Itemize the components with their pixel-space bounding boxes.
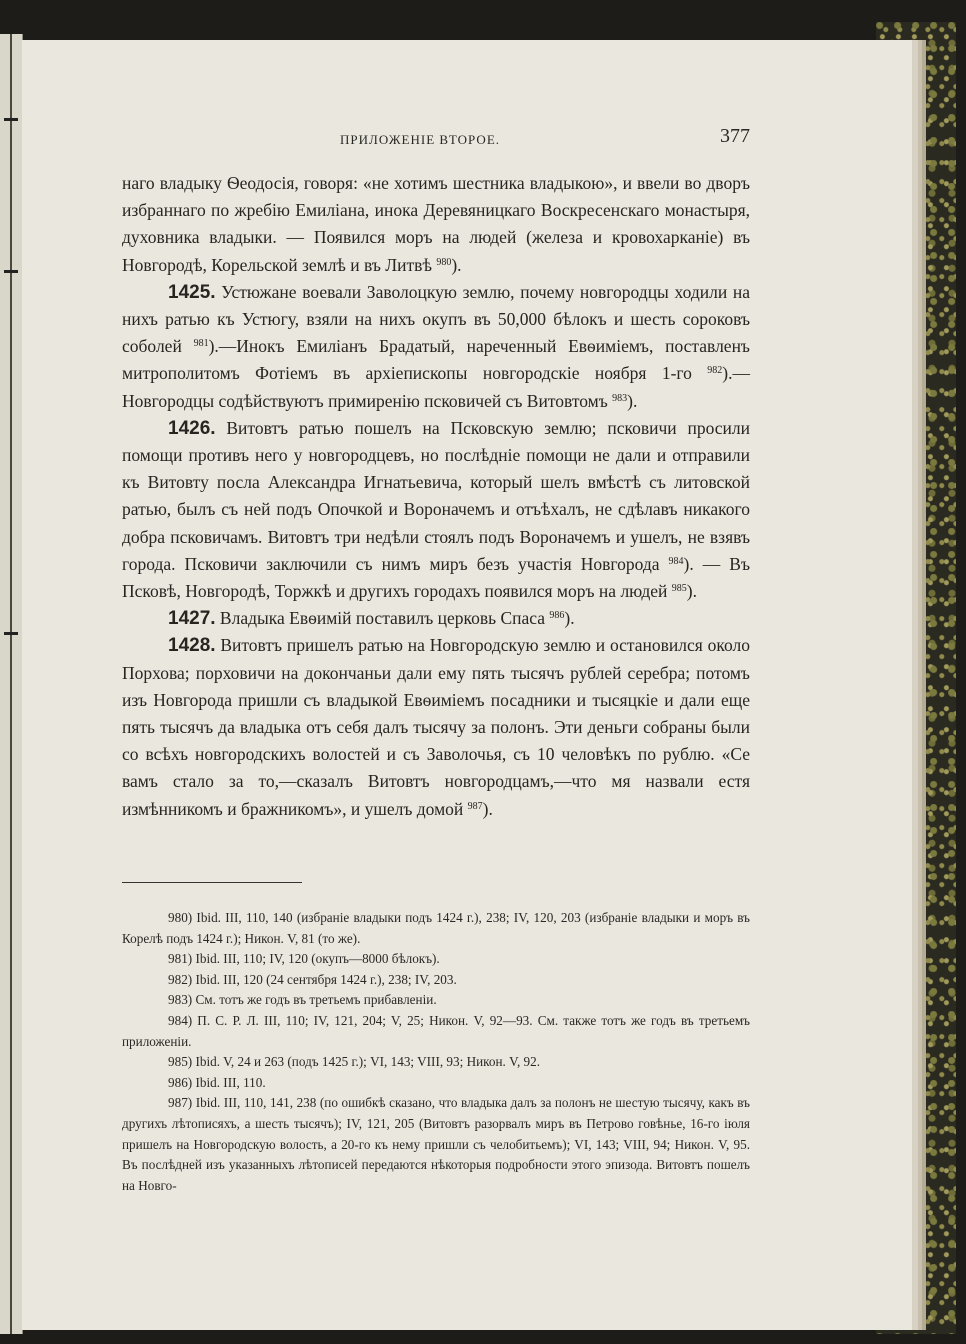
footnote-ref: 985	[671, 583, 687, 595]
footnote-ref: 983	[612, 392, 628, 404]
paragraph-text: Устюжане воевали Заволоцкую землю, почему новгородцы ходили на нихъ ратью къ Устюгу, взяли на нихъ окупъ въ 50,000 бѣлокъ и шесть сороковъ соболей	[122, 281, 750, 357]
paragraph-text: ).—Инокъ Емиліанъ Брадатый, нареченный Евѳиміемъ, поставленъ митрополитомъ Фотіемъ въ архіепископы новгородскіе ноября 1-го	[122, 336, 750, 384]
paragraph	[122, 170, 750, 279]
footnote: 982) Ibid. III, 120 (24 сентября 1424 г.), 238; IV, 203.	[168, 971, 457, 987]
footnote-rule	[122, 882, 302, 883]
paragraph-text: ). — Въ Псковѣ, Новгородѣ, Торжкѣ и другихъ городахъ появился моръ на людей	[122, 553, 750, 602]
footnote: 983) См. тотъ же годъ въ третьемъ прибавленіи.	[168, 992, 437, 1008]
footnote: 984) П. С. Р. Л. III, 110; IV, 121, 204; V, 25; Никон. V, 92—93. См. также тотъ же годъ въ третьемъ приложеніи.	[122, 1012, 750, 1049]
binding-stitch	[4, 632, 18, 635]
paragraph-text: ).	[451, 254, 462, 275]
paragraph-text: ).	[686, 581, 697, 602]
page-number: 377	[720, 125, 750, 147]
paragraph-text: наго владыку Ѳеодосія, говоря: «не хотимъ шестника владыкою», и ввели во дворъ избраннаго по жребію Емиліана, инока Деревяницкаго Воскресенскаго монастыря, духовника владыки. — Появился моръ на людей (железа и кровохарканіе) въ Новгородѣ, Корельской землѣ и въ Литвѣ	[122, 173, 750, 275]
binding-stitch	[4, 118, 18, 121]
paragraph-text: ).—Новгородцы содѣйствуютъ примиренію псковичей съ Витовтомъ	[122, 363, 750, 411]
paragraph-text: ).	[564, 608, 575, 629]
paragraph-text: Витовтъ ратью пошелъ на Псковскую землю; псковичи просили помощи противъ него у новгородцевъ, но послѣдніе помощи не дали и отправили къ Витовту посла Александра Игнатьевича, который шелъ вмѣстѣ съ литовской ратью, былъ съ ней подъ Опочкой и Вороначемъ и отъѣхалъ, не сдѣлавъ никакого добра псковичамъ. Витовтъ три недѣли стоялъ подъ Вороначемъ и ушелъ, не взявъ города. Псковичи заключили съ нимъ миръ безъ участія Новгорода	[122, 417, 750, 574]
paragraph	[122, 605, 750, 632]
running-head: ПРИЛОЖЕНІЕ ВТОРОЕ.	[340, 132, 501, 147]
footnote: 980) Ibid. III, 110, 140 (избраніе владыки подъ 1424 г.), 238; IV, 120, 203 (избраніе владыки и моръ въ Корелѣ подъ 1424 г.); Никон. V, 81 (то же).	[122, 910, 750, 946]
paragraph	[122, 279, 750, 415]
page-header	[120, 125, 750, 155]
paragraph-text: Витовтъ пришелъ ратью на Новгородскую землю и остановился около Порхова; порховичи на докончаньи дали ему пять тысячъ рублей серебра; потомъ изъ Новгорода пришли съ владыкой Евѳиміемъ посадники и тысяцкіе и дали еще пять тысячъ да владыка отъ себя далъ тысячу за полонъ. Эти деньги собраны были со всѣхъ новгородскихъ волостей и съ Заволочья, съ 10 человѣкъ по рублю. «Се вамъ стало за то,—сказалъ Витовтъ новгородцамъ,—что мя назвали естя измѣнникомъ и бражникомъ», и ушелъ домой	[122, 635, 750, 819]
footnote: 986) Ibid. III, 110.	[168, 1074, 266, 1090]
binding-stitch	[4, 270, 18, 273]
footnote: 985) Ibid. V, 24 и 263 (подъ 1425 г.); VI, 143; VIII, 93; Никон. V, 92.	[168, 1054, 541, 1070]
paragraph	[122, 632, 750, 822]
footnote-ref: 980	[436, 256, 452, 268]
year-heading: 1425.	[168, 281, 216, 303]
year-heading: 1426.	[168, 417, 216, 439]
paragraph-text: ).	[482, 798, 493, 819]
footnotes	[122, 908, 750, 1196]
footnote-ref: 981	[193, 338, 209, 350]
paragraph	[122, 415, 750, 605]
paragraph-text: ).	[627, 390, 638, 411]
footnote-ref: 984	[668, 555, 684, 567]
year-heading: 1428.	[168, 635, 216, 657]
footnote-ref: 982	[707, 365, 723, 377]
footnote: 987) Ibid. III, 110, 141, 238 (по ошибкѣ сказано, что владыка далъ за полонъ не шестую тысячу, какъ въ другихъ лѣтописяхъ, а шесть тысячъ); IV, 121, 205 (Витовтъ разорвалъ миръ въ Петрово говѣнье, 16-го іюля пришелъ на Новгородскую волость, а 20-го къ нему пришли съ челобитьемъ); VI, 143; VIII, 94; Никон. V, 95. Въ послѣдней изъ указанныхъ лѣтописей передаются нѣкоторыя подробности этого эпизода. Витовтъ пошелъ на Новго-	[122, 1095, 750, 1193]
footnote-ref: 987	[467, 800, 483, 812]
year-heading: 1427.	[168, 608, 216, 630]
footnote-ref: 986	[549, 610, 565, 622]
footnote: 981) Ibid. III, 110; IV, 120 (окупъ—8000 бѣлокъ).	[168, 951, 440, 967]
main-text	[122, 170, 750, 823]
binding-spine	[10, 34, 12, 1334]
paragraph-text: Владыка Евѳимій поставилъ церковь Спаса	[215, 608, 550, 629]
